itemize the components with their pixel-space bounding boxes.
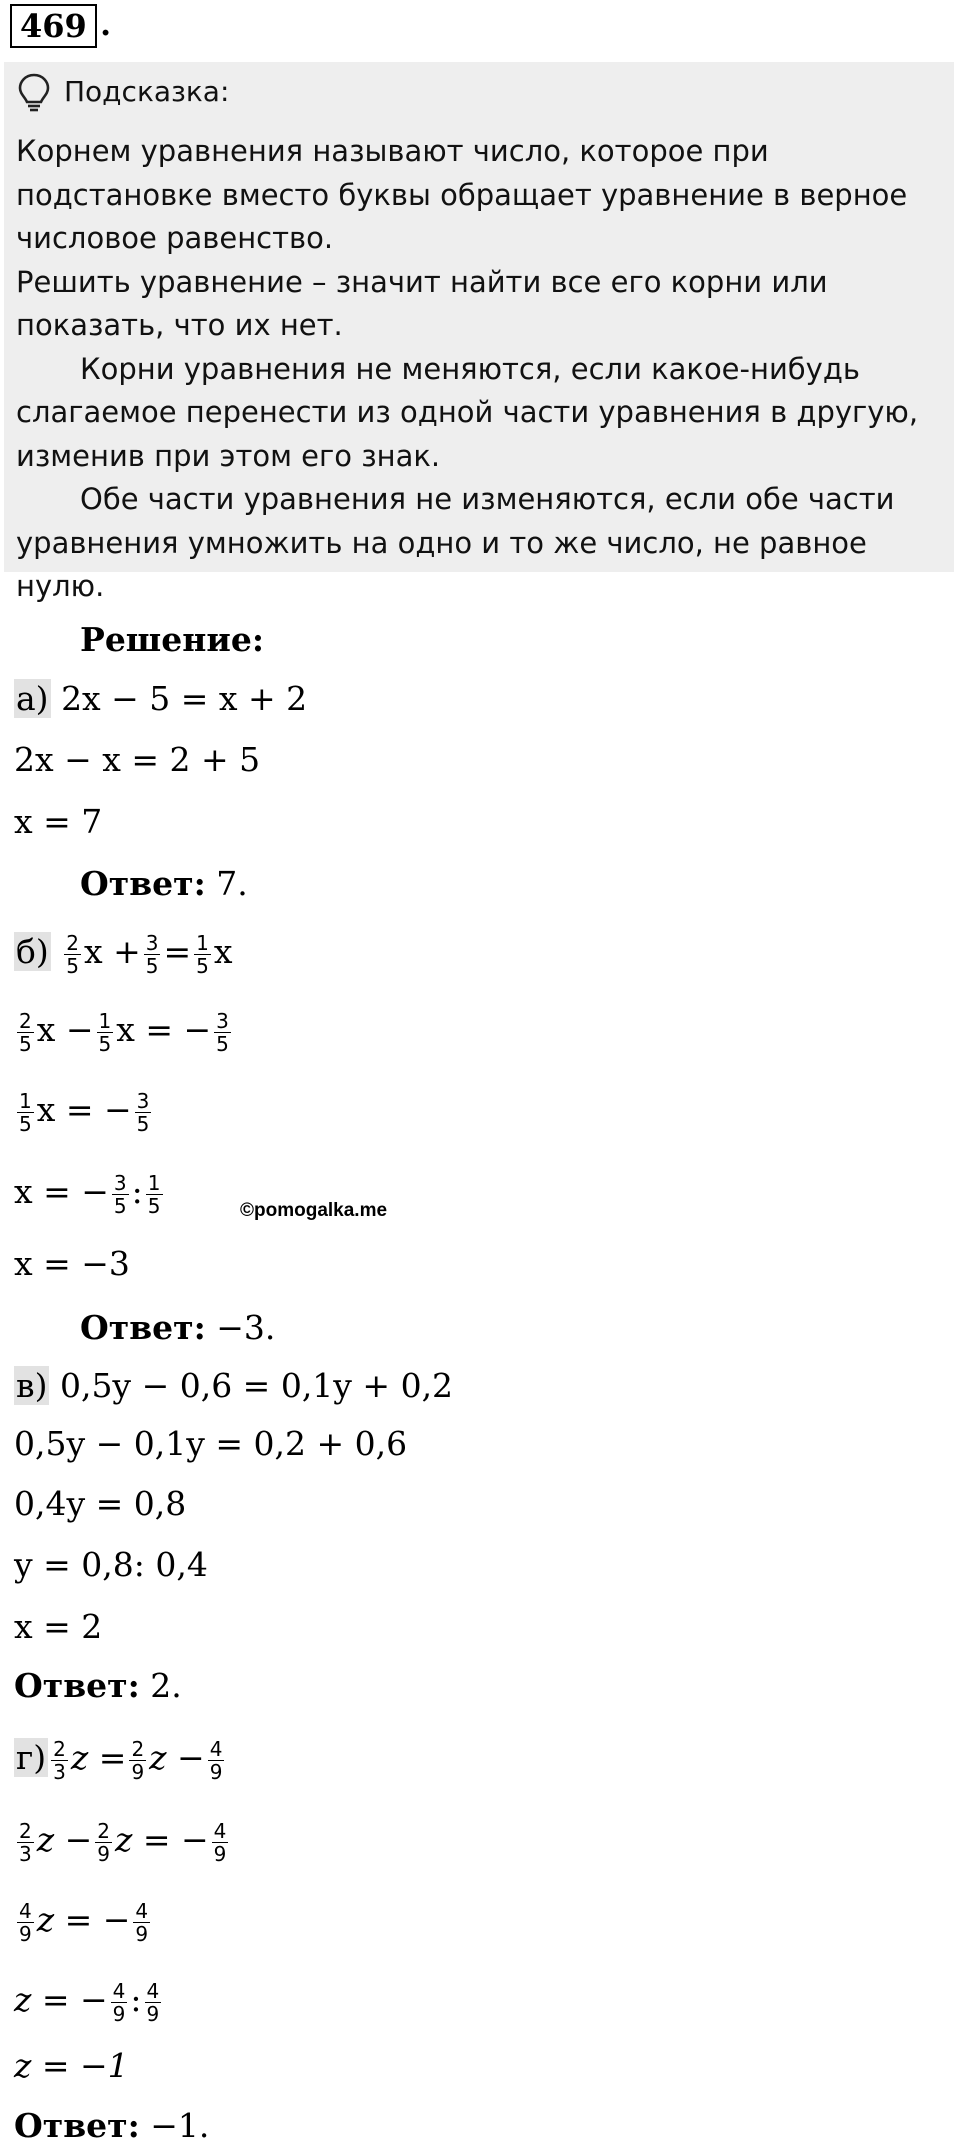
part-b-answer — [80, 1306, 275, 1350]
hint-paragraph: Корнем уравнения называют число, которое при подстановке вместо буквы обращает уравнение в верное числовое равенство. — [16, 134, 908, 255]
equation: 2x − 5 = x + 2 — [61, 679, 308, 718]
part-v-line-1 — [14, 1364, 453, 1408]
task-number-dot: . — [100, 5, 112, 43]
fraction: $\frac{1}{5}$ — [147, 1170, 161, 1218]
fraction: $\frac{2}{3}$ — [19, 1818, 32, 1866]
fraction: $\frac{4}{9}$ — [213, 1818, 227, 1866]
fraction: $\frac{3}{5}$ — [136, 1088, 150, 1136]
part-g-line-2: $\frac{2}{3}$ z − $\frac{2}{9}$ z = − $\frac{4}{9}$ — [19, 1818, 227, 1866]
hint-box — [4, 62, 954, 603]
fraction: $\frac{2}{3}$ — [53, 1736, 66, 1784]
fraction: $\frac{1}{5}$ — [98, 1008, 112, 1056]
equation: 0,5y − 0,6 = 0,1y + 0,2 — [59, 1366, 454, 1405]
answer-value: −1. — [150, 2106, 210, 2145]
fraction: $\frac{1}{5}$ — [19, 1088, 32, 1136]
hint-title: Подсказка: — [64, 75, 230, 108]
part-a-line-3: x = 7 — [14, 802, 103, 841]
answer-label: Ответ: — [80, 1308, 206, 1347]
hint-text — [16, 130, 951, 609]
part-label: б) — [16, 932, 49, 971]
hint-paragraph: Обе части уравнения не изменяются, если обе части уравнения умножить на одно и то же число, не равное нулю. — [16, 482, 895, 603]
part-b-line-5: x = −3 — [14, 1244, 130, 1283]
part-v-line-4: y = 0,8: 0,4 — [14, 1545, 208, 1584]
solution-title: Решение: — [80, 620, 265, 659]
part-a-line-2: 2x − x = 2 + 5 — [14, 740, 261, 779]
answer-value: −3. — [216, 1308, 276, 1347]
fraction: $\frac{2}{5}$ — [66, 930, 79, 978]
answer-label: Ответ: — [80, 864, 206, 903]
part-a-answer — [80, 862, 248, 906]
fraction: $\frac{4}{9}$ — [112, 1978, 126, 2026]
fraction: $\frac{2}{9}$ — [97, 1818, 110, 1866]
fraction: $\frac{3}{5}$ — [113, 1170, 127, 1218]
fraction: $\frac{4}{9}$ — [135, 1898, 149, 1946]
answer-value: 2. — [150, 1666, 182, 1705]
fraction: $\frac{4}{9}$ — [19, 1898, 32, 1946]
answer-label: Ответ: — [14, 1666, 140, 1705]
part-v-line-5: x = 2 — [14, 1607, 103, 1646]
watermark: ©pomogalka.me — [240, 1200, 388, 1221]
fraction: $\frac{4}{9}$ — [209, 1736, 223, 1784]
part-label: а) — [16, 679, 49, 718]
fraction: $\frac{2}{9}$ — [131, 1736, 145, 1784]
part-b-line-2: $\frac{2}{5}$ x − $\frac{1}{5}$ x = − $\frac{3}{5}$ — [19, 1008, 229, 1056]
fraction: $\frac{1}{5}$ — [196, 930, 209, 978]
fraction: $\frac{4}{9}$ — [146, 1978, 160, 2026]
lightbulb-icon — [16, 72, 52, 114]
part-g-line-1: г) $\frac{2}{3}$ z = $\frac{2}{9}$ z − $\frac{4}{9}$ — [16, 1736, 223, 1784]
part-v-answer — [14, 1664, 182, 1708]
answer-value: 7. — [216, 864, 248, 903]
fraction: $\frac{3}{5}$ — [145, 930, 159, 978]
part-b-line-1: б) $\frac{2}{5}$ x + $\frac{3}{5}$ = $\frac{1}{5}$ x — [16, 930, 233, 978]
hint-paragraph: Решить уравнение – значит найти все его корни или показать, что их нет. — [16, 264, 828, 342]
part-b-line-3: $\frac{1}{5}$ x = − $\frac{3}{5}$ — [19, 1088, 150, 1136]
part-g-line-5: z = −1 — [14, 2046, 129, 2085]
part-label: г) — [16, 1738, 47, 1777]
answer-label: Ответ: — [14, 2106, 140, 2145]
part-v-line-2: 0,5y − 0,1y = 0,2 + 0,6 — [14, 1424, 408, 1463]
part-g-line-4: z = − $\frac{4}{9}$ : $\frac{4}{9}$ — [14, 1978, 160, 2026]
part-v-line-3: 0,4y = 0,8 — [14, 1484, 187, 1523]
part-a-line-1 — [14, 677, 307, 721]
part-label: в) — [16, 1366, 48, 1405]
fraction: $\frac{2}{5}$ — [19, 1008, 32, 1056]
part-b-line-4: x = − $\frac{3}{5}$ : $\frac{1}{5}$ — [14, 1170, 161, 1218]
part-g-line-3: $\frac{4}{9}$ z = − $\frac{4}{9}$ — [19, 1898, 149, 1946]
part-g-answer — [14, 2104, 209, 2148]
task-number: 469 — [10, 4, 97, 48]
hint-paragraph: Корни уравнения не меняются, если какое-нибудь слагаемое перенести из одной части уравнения в другую, изменив при этом его знак. — [16, 351, 919, 473]
fraction: $\frac{3}{5}$ — [216, 1008, 229, 1056]
